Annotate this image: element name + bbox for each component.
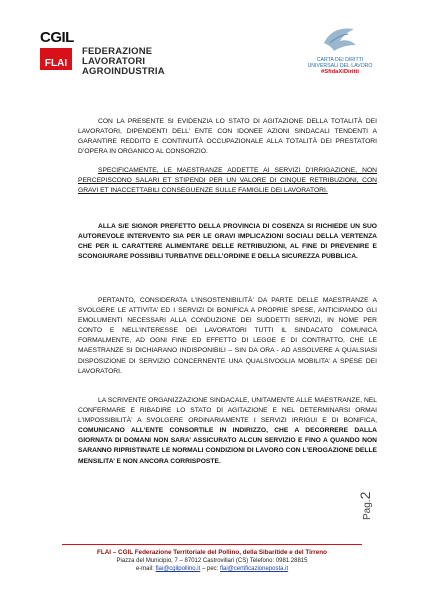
- carta-hashtag: #SfidaXiDiritti: [320, 69, 359, 75]
- paragraph-2-text: SPECIFICAMENTE, LE MAESTRANZE ADDETTE AI SERVIZI D’IRRIGAZIONE, NON PERCEPISCONO SALARI ET STIPENDI PER UN VALORE DI CINQUE RETRIBUZIONI, CON GRAVI ET INACCETTABILI CONSEGUENZE SULLE FAMIGLIE DEI LAVORATORI.: [78, 167, 377, 195]
- page-label: Pag.: [362, 499, 373, 520]
- footer-organization: FLAI – CGIL Federazione Territoriale del Pollino, della Sibaritide e del Tirreno: [97, 549, 327, 556]
- paragraph-2: [78, 166, 377, 196]
- page-number-value: 2: [357, 491, 373, 500]
- carta-line-2: UNIVERSALI DEL LAVORO: [307, 63, 373, 69]
- carta-line-1: CARTA DEI DIRITTI: [316, 57, 364, 63]
- paragraph-5: [78, 396, 377, 467]
- footer-address: Piazza del Municipio, 7 – 87012 Castrovillari (CS) Telefono: 0981.28815: [116, 558, 308, 564]
- pec-label: – pec:: [201, 566, 219, 572]
- federation-line-1: FEDERAZIONE: [82, 46, 153, 57]
- federation-line-2: LAVORATORI: [82, 56, 146, 67]
- carta-diritti-logo: [300, 25, 380, 76]
- paragraph-3: [78, 222, 377, 262]
- pec-link[interactable]: flai@certificazioneposta.it: [220, 566, 289, 572]
- paragraph-5-bold-text: COMUNICANO ALL’ENTE CONSORTILE IN INDIRIZZO, CHE A DECORRERE DALLA GIORNATA DI DOMANI NON SARA’ ASSICURATO ALCUN SERVIZIO E FINO A QUANDO NON SARANNO RIPRISTINATE LE NORMALI CONDIZIONI DI LAVORO CON L’EROGAZIONE DELLE MENSILITA’ E NON ANCORA CORRISPOSTE.: [78, 427, 377, 465]
- federation-name: [82, 47, 165, 77]
- paragraph-1: [78, 117, 377, 157]
- page-number: [357, 492, 373, 520]
- dove-icon: [320, 25, 360, 55]
- paragraph-1-text: CON LA PRESENTE SI EVIDENZIA LO STATO DI AGITAZIONE DELLA TOTALITÀ DEI LAVORATORI, DIPENDENTI DELL’ ENTE CON IDONEE AZIONI SINDACALI TENDENTI A GARANTIRE REDDITO E CONTINUITÀ OCCUPAZIONALE ALLA TOTALITÀ DEI PRESTATORI D’OPERA IN ORGANICO AL CONSORZIO.: [78, 118, 377, 156]
- footer-contacts: [62, 565, 362, 573]
- email-link[interactable]: flai@cgilpollino.it: [155, 566, 201, 572]
- footer: [62, 549, 362, 573]
- cgil-logo-text: CGIL: [40, 29, 74, 46]
- cgil-logo: [40, 30, 84, 80]
- federation-line-3: AGROINDUSTRIA: [82, 66, 165, 77]
- paragraph-3-text: ALLA S/E SIGNOR PREFETTO DELLA PROVINCIA DI COSENZA SI RICHIEDE UN SUO AUTOREVOLE INTERVENTO SIA PER LE GRAVI IMPLICAZIONI SOCIALI DELLA VERTENZA CHE PER IL CARATTERE ALIMENTARE DELLE RETRIBUZIONI, AL FINE DI PREVENIRE E SCONGIURARE POSSIBILI TURBATIVE DELL’ORDINE E DELLA SICUREZZA PUBBLICA.: [78, 223, 377, 261]
- paragraph-5-text: LA SCRIVENTE ORGANIZZAZIONE SINDACALE, UNITAMENTE ALLE MAESTRANZE, NEL CONFERMARE E RIBADIRE LO STATO DI AGITAZIONE E NEL DETERMINARSI ORMAI L’IMPOSSIBILITÀ’ A SVOLGERE ORDINARIAMENTE I SERVIZI IRRIGUI E DI BONIFICA,: [78, 397, 377, 425]
- footer-divider: [62, 544, 362, 545]
- email-label: e-mail:: [135, 566, 154, 572]
- flai-logo-box: FLAI: [40, 48, 72, 70]
- paragraph-4: [78, 296, 377, 377]
- paragraph-4-text: PERTANTO, CONSIDERATA L’INSOSTENIBILITÀ’ DA PARTE DELLE MAESTRANZE A SVOLGERE LE ATTIVITA’ ED I SERVIZI DI BONIFICA A PROPRIE SPESE, ANTICIPANDO GLI EMOLUMENTI NECESSARI ALLA CONDUZIONE DEI SUDDETTI SERVIZI, IN NOME PER CONTO E NELL’INTERESSE DEI LAVORATORI TUTTI IL SINDACATO COMUNICA FORMALMENTE, AD OGNI FINE ED EFFETTO DI LEGGE E DI CONTRATTO, CHE LE MAESTRANZE SI DICHIARANO INDISPONIBILI – SIN DA ORA - AD ASSOLVERE A QUALSIASI DISPOSIZIONE DI SERVIZIO CONCERNENTE UNA QUALSIVOGLIA MOBILITA’ A SPESE DEI LAVORATORI.: [78, 297, 377, 375]
